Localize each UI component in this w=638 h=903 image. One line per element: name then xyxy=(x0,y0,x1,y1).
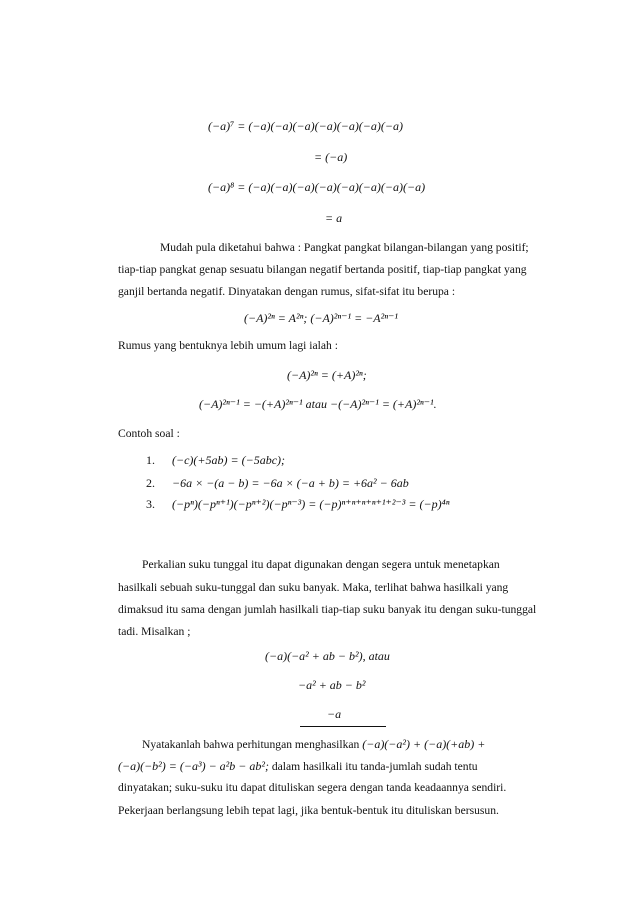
example-expression: (−c)(+5ab) = (−5abc); xyxy=(172,453,286,467)
paragraph-5-line-1 xyxy=(142,736,485,753)
equation-product-line-1: (−a)(−a² + ab − b²), atau xyxy=(265,649,390,663)
equation-product-line-3: −a xyxy=(327,707,342,721)
equation-power-7: (−a)⁷ = (−a)(−a)(−a)(−a)(−a)(−a)(−a) xyxy=(208,119,403,133)
equation-general-rule-even: (−A)²ⁿ = (+A)²ⁿ; xyxy=(287,368,367,382)
example-item xyxy=(146,496,450,512)
example-expression: −6a × −(a − b) = −6a × (−a + b) = +6a² − 6ab xyxy=(172,476,409,490)
example-expression: (−pⁿ)(−pⁿ⁺¹)(−pⁿ⁺²)(−pⁿ⁻³) = (−p)ⁿ⁺ⁿ⁺ⁿ⁺ⁿ⁺¹⁺²⁻³ = (−p)⁴ⁿ xyxy=(172,497,450,511)
paragraph-4-line-4: tadi. Misalkan ; xyxy=(118,625,191,638)
paragraph-1-line-2: tiap-tiap pangkat genap sesuatu bilangan negatif bertanda positif, tiap-tiap pangkat yang xyxy=(118,263,527,276)
example-number: 2. xyxy=(146,476,155,490)
example-item xyxy=(146,452,285,468)
paragraph-3-heading: Contoh soal : xyxy=(118,427,180,440)
paragraph-5-line-2-equation: (−a)(−b²) = (−a³) − a²b − ab²; xyxy=(118,759,269,773)
example-number: 3. xyxy=(146,497,155,511)
equation-sign-rule: (−A)²ⁿ = A²ⁿ; (−A)²ⁿ⁻¹ = −A²ⁿ⁻¹ xyxy=(244,311,398,325)
equation-power-7-result: = (−a) xyxy=(314,150,348,164)
equation-product-line-2: −a² + ab − b² xyxy=(298,678,366,692)
paragraph-1-line-1: Mudah pula diketahui bahwa : Pangkat pangkat bilangan-bilangan yang positif; xyxy=(160,241,529,254)
paragraph-4-line-3: dimaksud itu sama dengan jumlah hasilkali tiap-tiap suku banyak itu dengan suku-tunggal xyxy=(118,603,537,616)
paragraph-5-line-2 xyxy=(118,758,478,775)
paragraph-5-line-4: Pekerjaan berlangsung lebih tepat lagi, jika bentuk-bentuk itu dituliskan bersusun. xyxy=(118,804,499,817)
example-item xyxy=(146,475,409,491)
example-number: 1. xyxy=(146,453,155,467)
sum-rule-line xyxy=(300,726,386,727)
paragraph-4-line-2: hasilkali sebuah suku-tunggal dan suku banyak. Maka, terlihat bahwa hasilkali yang xyxy=(118,581,509,594)
paragraph-5-line-1-equation: (−a)(−a²) + (−a)(+ab) + xyxy=(362,737,486,751)
paragraph-2: Rumus yang bentuknya lebih umum lagi ialah : xyxy=(118,339,338,352)
equation-power-8: (−a)⁸ = (−a)(−a)(−a)(−a)(−a)(−a)(−a)(−a) xyxy=(208,180,426,194)
equation-general-rule-odd: (−A)²ⁿ⁻¹ = −(+A)²ⁿ⁻¹ atau −(−A)²ⁿ⁻¹ = (+A)²ⁿ⁻¹. xyxy=(199,397,437,411)
paragraph-4-line-1: Perkalian suku tunggal itu dapat digunakan dengan segera untuk menetapkan xyxy=(142,558,500,571)
paragraph-5-line-1-text: Nyatakanlah bahwa perhitungan menghasilkan xyxy=(142,738,360,751)
paragraph-1-line-3: ganjil bertanda negatif. Dinyatakan dengan rumus, sifat-sifat itu berupa : xyxy=(118,285,456,298)
paragraph-5-line-3: dinyatakan; suku-suku itu dapat dituliskan segera dengan tanda keadaannya sendiri. xyxy=(118,781,507,794)
paragraph-5-line-2-text: dalam hasilkali itu tanda-jumlah sudah tentu xyxy=(271,760,478,773)
equation-power-8-result: = a xyxy=(325,211,343,225)
